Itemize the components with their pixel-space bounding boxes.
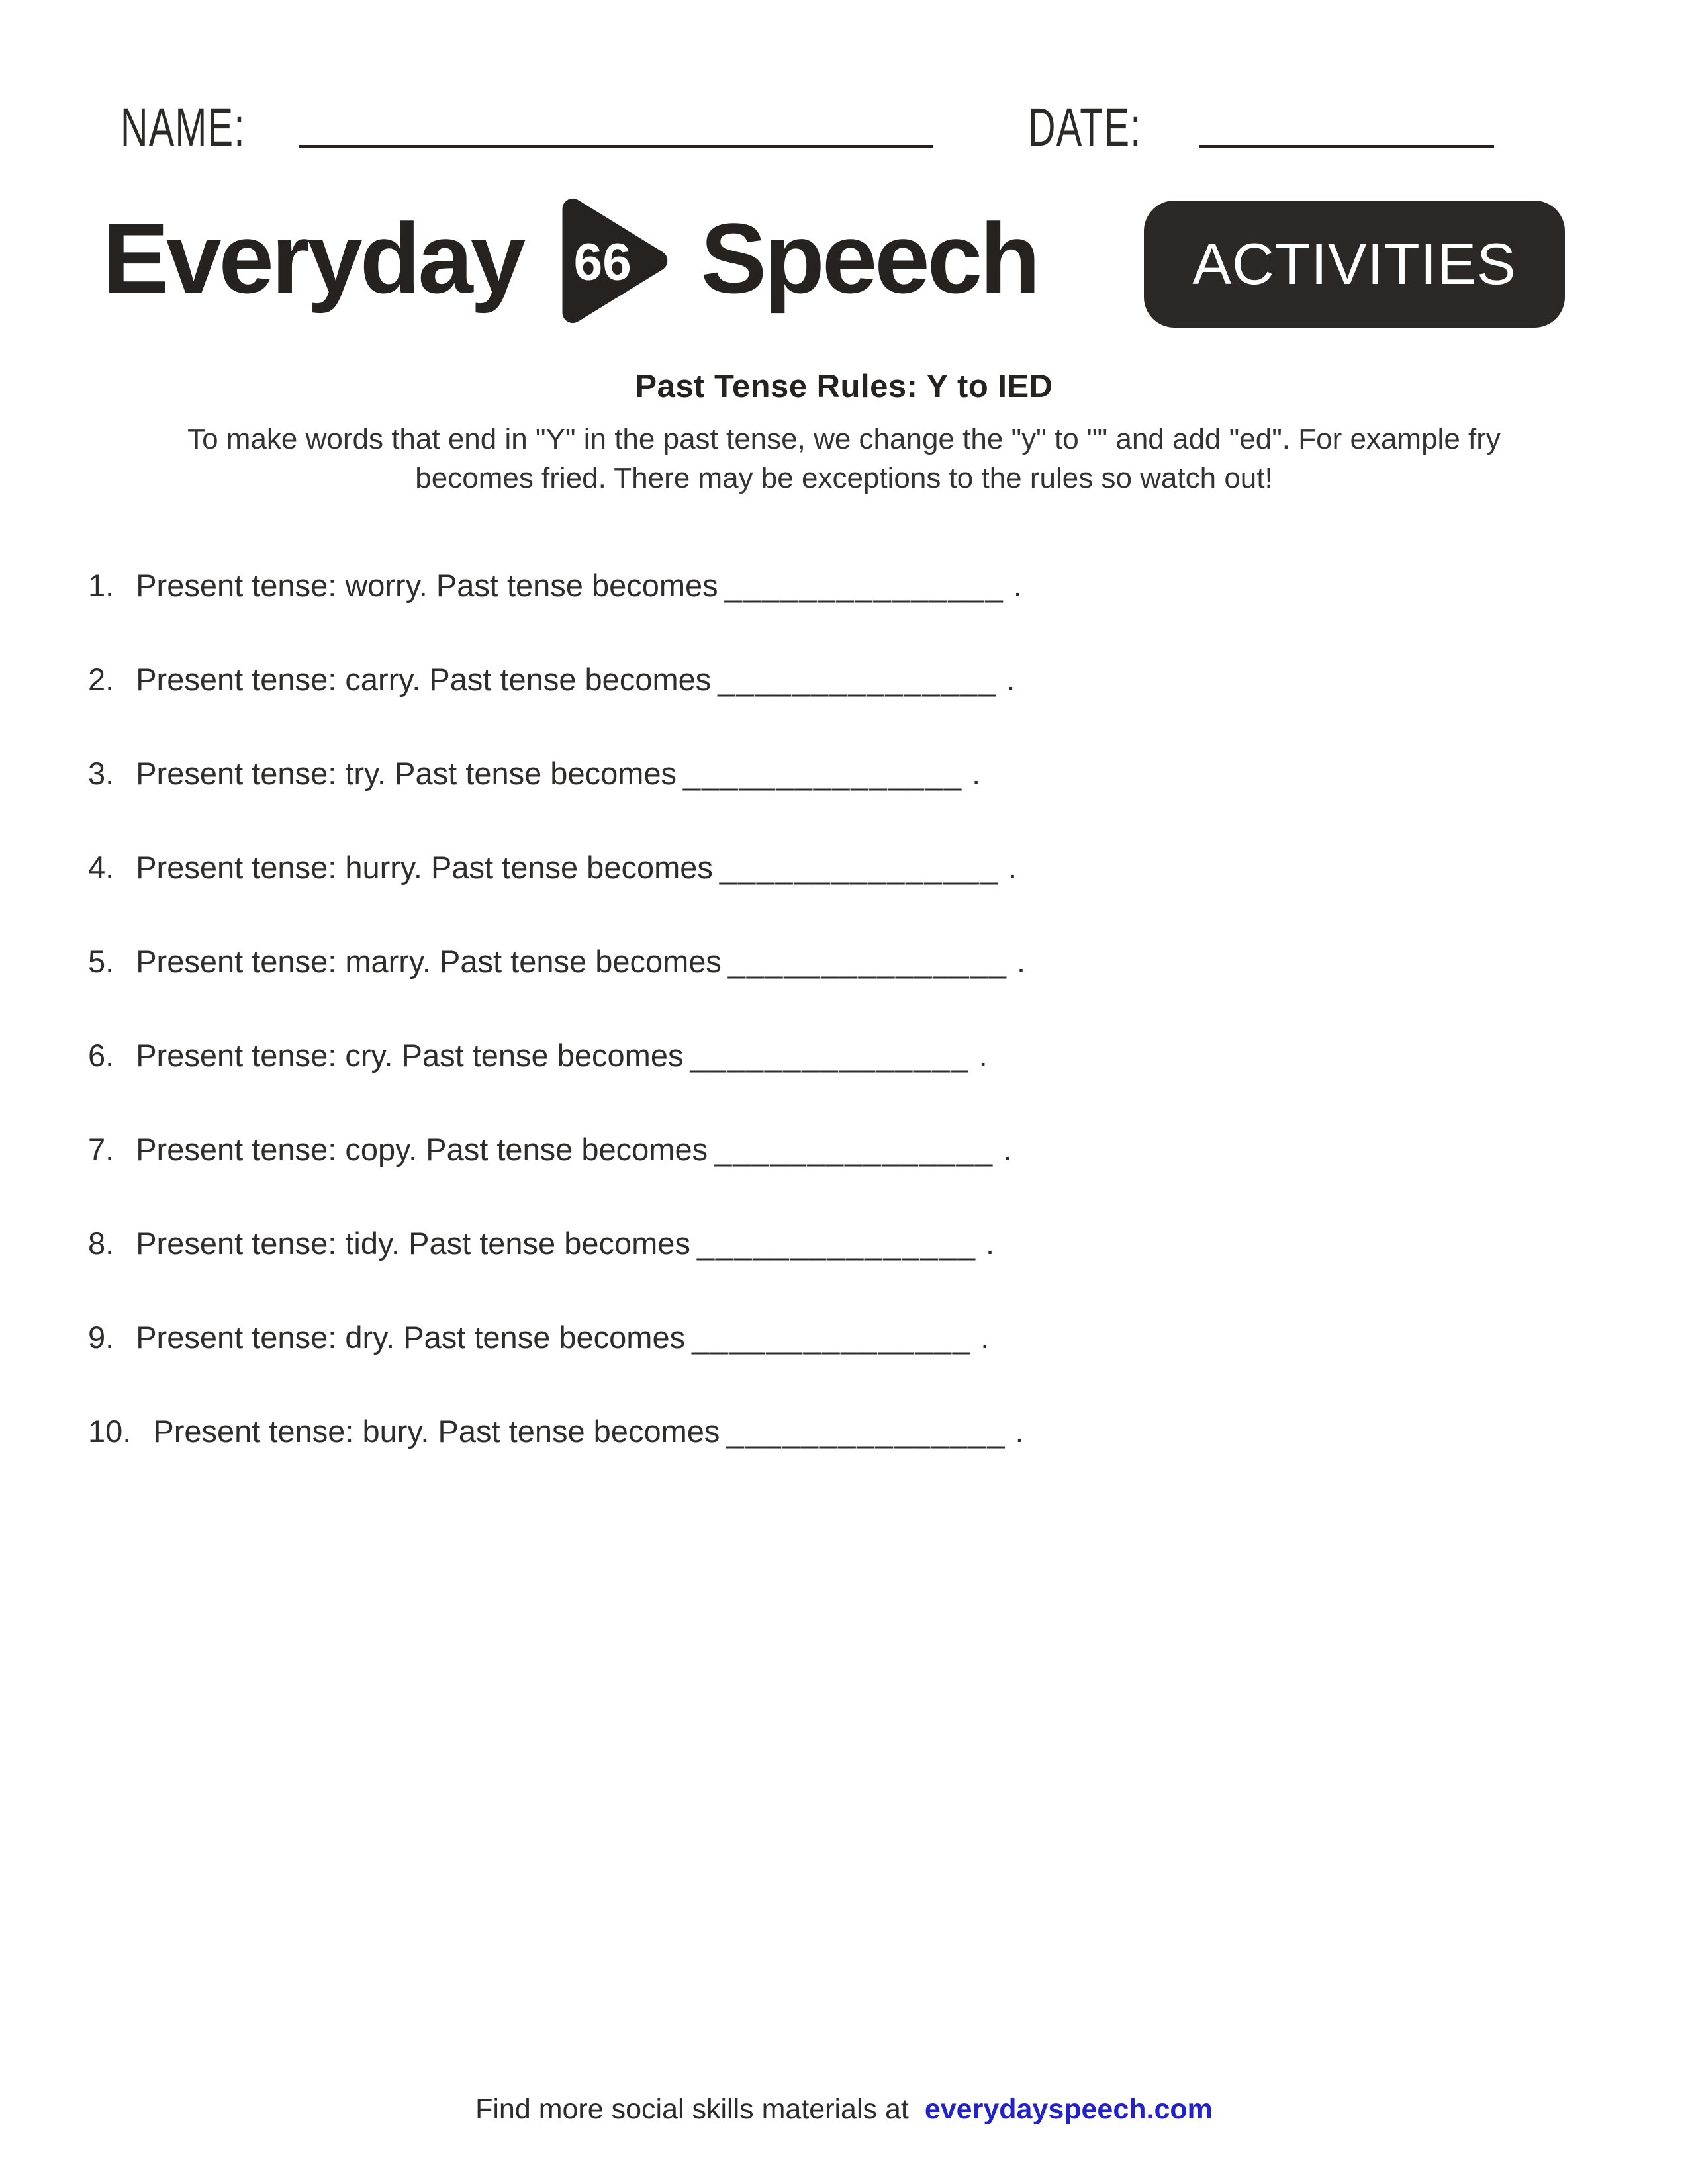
answer-blank: _______________ — [724, 568, 1004, 603]
item-prompt: Present tense: worry. Past tense becomes — [136, 568, 718, 603]
svg-text:66: 66 — [573, 232, 632, 291]
footer-link[interactable]: everydayspeech.com — [924, 2093, 1213, 2125]
date-fill-in-line — [1199, 145, 1494, 148]
worksheet-title: Past Tense Rules: Y to IED — [635, 369, 1053, 404]
item-number: 4. — [88, 850, 115, 885]
instructions-line-1: To make words that end in "Y" in the past tense, we change the "y" to "" and add "ed". For example fry — [187, 423, 1501, 455]
worksheet-item-4 — [88, 850, 1635, 944]
footer-text: Find more social skills materials at — [475, 2093, 909, 2125]
item-number: 1. — [88, 568, 115, 603]
item-period: . — [1003, 1132, 1012, 1167]
answer-blank: _______________ — [692, 1320, 972, 1355]
answer-blank: _______________ — [726, 1414, 1006, 1449]
item-number: 7. — [88, 1132, 115, 1167]
worksheet-item-10 — [88, 1414, 1635, 1508]
item-period: . — [1006, 662, 1015, 697]
activities-badge — [1144, 201, 1565, 328]
question-list — [88, 568, 1635, 1508]
instructions-line-2: becomes fried. There may be exceptions to the rules so watch out! — [415, 462, 1273, 494]
logo-word-everyday: Everyday — [103, 203, 524, 314]
item-prompt: Present tense: try. Past tense becomes — [136, 756, 677, 791]
worksheet-item-2 — [88, 662, 1635, 756]
worksheet-item-1 — [88, 568, 1635, 662]
item-period: . — [980, 1320, 990, 1355]
worksheet-item-5 — [88, 944, 1635, 1038]
answer-blank: _______________ — [683, 756, 963, 791]
answer-blank: _______________ — [714, 1132, 994, 1167]
date-label: DATE: — [1028, 97, 1142, 158]
item-period: . — [1017, 944, 1026, 979]
item-prompt: Present tense: dry. Past tense becomes — [136, 1320, 686, 1355]
play-quotes-icon — [547, 195, 677, 327]
item-period: . — [1015, 1414, 1024, 1449]
item-prompt: Present tense: marry. Past tense becomes — [136, 944, 722, 979]
answer-blank: _______________ — [696, 1226, 977, 1261]
item-prompt: Present tense: cry. Past tense becomes — [136, 1038, 684, 1073]
item-number: 6. — [88, 1038, 115, 1073]
worksheet-item-6 — [88, 1038, 1635, 1132]
footer — [0, 2093, 1688, 2126]
item-period: . — [978, 1038, 988, 1073]
logo-word-speech: Speech — [700, 203, 1038, 314]
worksheet-item-7 — [88, 1132, 1635, 1226]
answer-blank: _______________ — [690, 1038, 970, 1073]
worksheet-instructions — [0, 420, 1688, 498]
everyday-speech-logo — [103, 194, 1038, 328]
item-number: 5. — [88, 944, 115, 979]
item-period: . — [986, 1226, 995, 1261]
item-prompt: Present tense: hurry. Past tense becomes — [136, 850, 713, 885]
name-label: NAME: — [120, 97, 246, 158]
item-prompt: Present tense: tidy. Past tense becomes — [136, 1226, 690, 1261]
item-prompt: Present tense: copy. Past tense becomes — [136, 1132, 708, 1167]
answer-blank: _______________ — [718, 662, 998, 697]
worksheet-item-9 — [88, 1320, 1635, 1414]
item-number: 10. — [88, 1414, 132, 1449]
activities-badge-label: ACTIVITIES — [1192, 231, 1517, 296]
item-period: . — [972, 756, 981, 791]
item-prompt: Present tense: bury. Past tense becomes — [153, 1414, 720, 1449]
answer-blank: _______________ — [727, 944, 1008, 979]
item-number: 3. — [88, 756, 115, 791]
worksheet-item-3 — [88, 756, 1635, 850]
item-prompt: Present tense: carry. Past tense becomes — [136, 662, 712, 697]
item-period: . — [1013, 568, 1022, 603]
item-number: 8. — [88, 1226, 115, 1261]
item-period: . — [1008, 850, 1017, 885]
worksheet-item-8 — [88, 1226, 1635, 1320]
item-number: 9. — [88, 1320, 115, 1355]
name-fill-in-line — [299, 145, 933, 148]
answer-blank: _______________ — [719, 850, 999, 885]
item-number: 2. — [88, 662, 115, 697]
